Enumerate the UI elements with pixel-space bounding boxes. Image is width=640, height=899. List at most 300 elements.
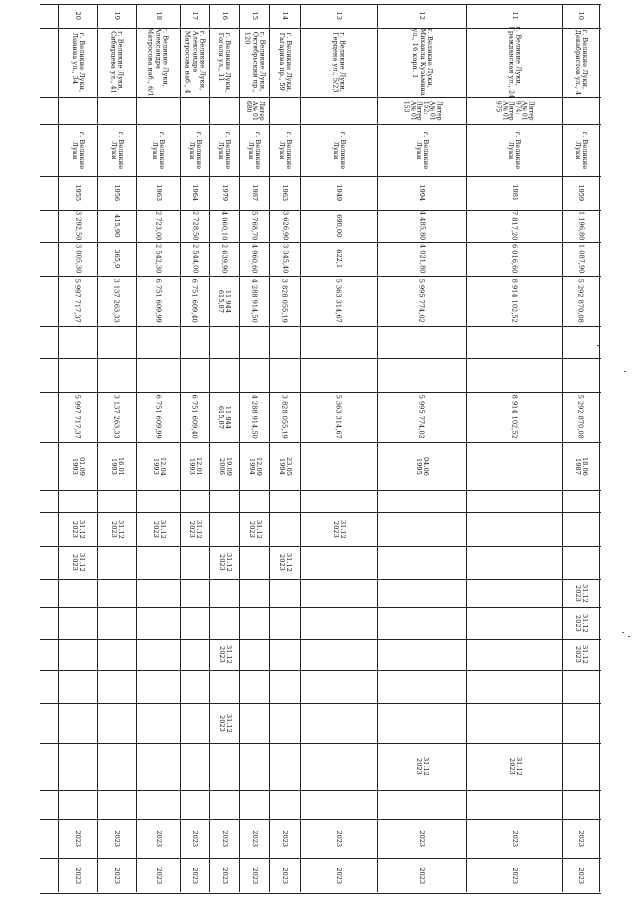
table-cell-date-c [209, 579, 239, 607]
table-cell-date-f [58, 670, 97, 703]
table-cell-date-start [377, 442, 466, 490]
table-cell-date-f [562, 670, 599, 703]
amount-text: 5 997 717,37 [74, 394, 83, 440]
area-living-text: 1 087,90 [577, 244, 586, 274]
table-cell-date-e [180, 639, 209, 670]
year-begin-text: 2023 [220, 830, 229, 847]
table-cell-date-e [300, 639, 377, 670]
table-cell-year-begin [300, 819, 377, 858]
table-cell-liter [239, 97, 269, 124]
locality-text: г. Великие Луки [70, 131, 86, 169]
table-cell-address [58, 28, 97, 97]
table-cell-date-d [562, 607, 599, 639]
table-cell-amount [269, 392, 300, 442]
table-cell-build-year [562, 176, 599, 210]
date-start-text: 04.06 1995 [414, 456, 430, 476]
area-living-text: 6 016,60 [510, 244, 519, 274]
table-cell-date-i [562, 790, 599, 819]
table-cell-locality [239, 124, 269, 176]
locality-text: г. Великие Луки [414, 131, 430, 169]
area-total-text: 1 196,80 [577, 211, 586, 241]
table-cell-year-begin [180, 819, 209, 858]
date-start-text: 01.09 1993 [70, 456, 86, 476]
build-year-text: 1987 [250, 184, 259, 202]
table-cell-date-c [180, 579, 209, 607]
table-cell-area-total [97, 210, 136, 242]
table-cell-build-year [269, 176, 300, 210]
table-cell-locality [58, 124, 97, 176]
table-cell-date-e [562, 639, 599, 670]
address-text: г. Великие Луки, Михаила Кузьмина ул., 16 корп. 1 [410, 28, 434, 97]
table-cell-area-living [239, 242, 269, 276]
table-rule-horizontal [40, 326, 601, 327]
table-cell-date-b [466, 546, 562, 579]
date-b-text: 31.12 2023 [216, 553, 233, 572]
table-cell-area-total [136, 210, 180, 242]
build-year-text: 1955 [74, 184, 83, 202]
table-cell-date-start [209, 442, 239, 490]
table-cell-build-year [466, 176, 562, 210]
date-b-text: 31.12 2023 [277, 553, 293, 572]
table-cell-row-number [209, 4, 239, 28]
table-cell-year-end [269, 858, 300, 893]
table-cell-cost [209, 276, 239, 326]
table-cell-cost [58, 276, 97, 326]
build-year-text: 1979 [220, 184, 229, 202]
table-cell-date-f [97, 670, 136, 703]
table-cell-date-c [97, 579, 136, 607]
table-cell-date-a [97, 512, 136, 546]
table-cell-area-total [466, 210, 562, 242]
table-cell-date-f [136, 670, 180, 703]
year-end-text: 2023 [250, 867, 259, 884]
table-cell-area-living [180, 242, 209, 276]
table-cell-date-f [300, 670, 377, 703]
table-cell-address [562, 28, 599, 97]
table-rule-horizontal [40, 358, 601, 359]
table-cell-amount [58, 392, 97, 442]
amount-text: 8 914 102,52 [510, 394, 519, 440]
date-start-text: 18.06 1987 [573, 456, 589, 476]
date-a-text: 31.12 2023 [109, 519, 125, 539]
table-cell-locality [180, 124, 209, 176]
table-cell-date-d [239, 607, 269, 639]
table-cell-row-number [377, 4, 466, 28]
locality-text: г. Великие Луки [187, 131, 203, 169]
address-text: г. Великие Луки, Сибирцева ул., 41 [109, 31, 125, 94]
year-begin-text: 2023 [335, 830, 344, 847]
table-cell-date-e [97, 639, 136, 670]
row-number-text: 10 [577, 11, 586, 21]
table-cell-amount [300, 392, 377, 442]
table-cell-date-start [239, 442, 269, 490]
table-cell-date-i [136, 790, 180, 819]
build-year-text: 1963 [281, 184, 290, 202]
table-cell-date-start [466, 442, 562, 490]
area-total-text: 2 728,50 [191, 211, 200, 241]
area-total-text: 5 768,70 [250, 211, 259, 241]
table-cell-date-d [136, 607, 180, 639]
table-cell-date-i [58, 790, 97, 819]
table-cell-locality [136, 124, 180, 176]
table-cell-date-b [562, 546, 599, 579]
table-cell-date-b [58, 546, 97, 579]
date-c-text: 31.12 2023 [573, 583, 589, 603]
table-cell-date-b [97, 546, 136, 579]
table-cell-liter [466, 97, 562, 124]
cost-text: 4 288 914,50 [250, 278, 259, 324]
table-cell-cost [562, 276, 599, 326]
build-year-text: 1964 [191, 184, 200, 202]
area-total-text: 2 723,00 [154, 211, 163, 241]
locality-text: г. Великие Луки [151, 131, 167, 169]
table-cell-year-end [239, 858, 269, 893]
table-cell-date-b [300, 546, 377, 579]
table-cell-date-h [136, 743, 180, 790]
date-a-text: 31.12 2023 [70, 519, 86, 539]
date-e-text: 31.12 2023 [573, 645, 589, 664]
table-cell-date-d [97, 607, 136, 639]
table-rule-vertical [599, 4, 600, 892]
table-cell-liter [300, 97, 377, 124]
table-cell-date-e [136, 639, 180, 670]
table-cell-date-f [269, 670, 300, 703]
area-living-text: 2 542,30 [154, 244, 163, 274]
table-cell-area-total [209, 210, 239, 242]
table-cell-row-number [562, 4, 599, 28]
table-cell-year-begin [97, 819, 136, 858]
table-cell-amount [136, 392, 180, 442]
table-cell-date-h [562, 743, 599, 790]
table-cell-date-g [209, 703, 239, 743]
table-cell-date-d [180, 607, 209, 639]
date-h-text: 31.12 2023 [506, 757, 523, 776]
date-h-text: 31.12 2023 [414, 757, 430, 776]
table-cell-year-end [562, 858, 599, 893]
area-living-text: 4 021,80 [418, 244, 427, 274]
row-number-text: 16 [220, 11, 229, 21]
table-cell-date-g [136, 703, 180, 743]
row-number-text: 17 [191, 11, 200, 21]
address-text: г. Великие Луки, Декабристов ул., 4 [573, 29, 589, 96]
table-cell-build-year [58, 176, 97, 210]
year-begin-text: 2023 [281, 830, 290, 847]
table-cell-date-b [239, 546, 269, 579]
locality-text: г. Великие Луки [507, 131, 523, 169]
table-cell-date-f [180, 670, 209, 703]
amount-text: 5 995 774,02 [418, 394, 427, 440]
cost-text: 5 997 717,37 [74, 278, 83, 324]
table-cell-area-living [269, 242, 300, 276]
table-cell-date-d [58, 607, 97, 639]
table-cell-date-c [269, 579, 300, 607]
area-total-text: 4 060,10 [220, 211, 229, 241]
table-cell-liter [58, 97, 97, 124]
table-cell-area-living [377, 242, 466, 276]
table-cell-date-c [377, 579, 466, 607]
cost-text: 5 292 870,08 [577, 278, 586, 324]
locality-text: г. Великие Луки [331, 131, 347, 169]
table-cell-date-d [466, 607, 562, 639]
table-cell-area-living [466, 242, 562, 276]
table-cell-amount [180, 392, 209, 442]
table-cell-cost [300, 276, 377, 326]
table-cell-year-begin [58, 819, 97, 858]
table-cell-cost [97, 276, 136, 326]
locality-text: г. Великие Луки [277, 131, 293, 169]
table-cell-area-living [300, 242, 377, 276]
table-cell-row-number [97, 4, 136, 28]
amount-text: 3 137 263,33 [113, 394, 122, 440]
table-cell-date-g [180, 703, 209, 743]
amount-text: 5 292 870,08 [577, 394, 586, 440]
table-cell-date-g [269, 703, 300, 743]
table-cell-area-total [239, 210, 269, 242]
row-number-text: 14 [281, 11, 290, 21]
table-cell-area-living [562, 242, 599, 276]
table-cell-date-e [209, 639, 239, 670]
table-cell-date-e [466, 639, 562, 670]
date-start-text: 23.05 1994 [277, 456, 293, 476]
table-cell-date-h [239, 743, 269, 790]
table-cell-amount [97, 392, 136, 442]
table-cell-date-e [239, 639, 269, 670]
table-cell-date-i [466, 790, 562, 819]
table-cell-row-number [239, 4, 269, 28]
table-cell-row-number [466, 4, 562, 28]
build-year-text: 1949 [335, 184, 344, 202]
table-cell-date-b [269, 546, 300, 579]
table-cell-cost [269, 276, 300, 326]
table-cell-row-number [136, 4, 180, 28]
table-cell-date-i [180, 790, 209, 819]
table-cell-area-total [180, 210, 209, 242]
table-cell-year-end [97, 858, 136, 893]
table-cell-year-end [180, 858, 209, 893]
table-cell-liter [269, 97, 300, 124]
table-cell-date-a [377, 512, 466, 546]
date-a-text: 31.12 2023 [187, 519, 203, 539]
build-year-text: 1956 [113, 184, 122, 202]
year-end-text: 2023 [220, 867, 229, 884]
table-cell-date-g [377, 703, 466, 743]
build-year-text: 1994 [418, 184, 427, 202]
address-text: г. Великие Луки, Александра Матросова наб., 6/1 [147, 27, 171, 98]
area-total-text: 3 292,50 [74, 211, 83, 241]
year-begin-text: 2023 [510, 830, 519, 847]
table-cell-year-begin [562, 819, 599, 858]
table-cell-build-year [180, 176, 209, 210]
table-cell-date-start [562, 442, 599, 490]
table-cell-date-c [239, 579, 269, 607]
date-start-text: 12.04 1993 [150, 456, 167, 476]
amount-text: 6 751 609,40 [191, 394, 200, 440]
table-cell-amount [209, 392, 239, 442]
cost-text: 11 944 615,87 [216, 289, 233, 313]
table-cell-address [300, 28, 377, 97]
table-cell-locality [97, 124, 136, 176]
table-cell-liter [562, 97, 599, 124]
table-cell-address [180, 28, 209, 97]
address-text: г. Великие Луки, Ленина ул., 34 [70, 32, 86, 93]
year-begin-text: 2023 [74, 830, 83, 847]
table-cell-year-end [377, 858, 466, 893]
table-cell-date-f [239, 670, 269, 703]
address-text: г. Великие Луки, Гагарина пр., 59 [277, 32, 293, 93]
cost-text: 5 363 314,67 [335, 278, 344, 324]
year-end-text: 2023 [577, 867, 586, 884]
table-cell-locality [209, 124, 239, 176]
table-cell-date-b [209, 546, 239, 579]
table-cell-locality [377, 124, 466, 176]
build-year-text: 1981 [510, 184, 519, 202]
table-cell-amount [466, 392, 562, 442]
table-cell-date-f [466, 670, 562, 703]
table-cell-date-g [239, 703, 269, 743]
table-cell-address [269, 28, 300, 97]
table-cell-year-end [300, 858, 377, 893]
table-cell-date-a [136, 512, 180, 546]
address-text: г. Великие Луки, Октябрьский пр., 120 [243, 32, 267, 93]
row-number-text: 20 [74, 11, 83, 21]
year-end-text: 2023 [335, 867, 344, 884]
date-start-text: 16.01 1993 [109, 456, 125, 476]
table-cell-date-b [180, 546, 209, 579]
row-number-text: 12 [418, 11, 427, 21]
table-cell-date-b [377, 546, 466, 579]
table-cell-area-total [377, 210, 466, 242]
table-rule-horizontal [40, 893, 601, 894]
address-text: г. Великие Луки, Александра Матросова наб., 4 [183, 31, 207, 94]
table-cell-date-start [180, 442, 209, 490]
table-cell-address [209, 28, 239, 97]
table-cell-date-h [58, 743, 97, 790]
table-cell-liter [209, 97, 239, 124]
area-living-text: 2 639,90 [220, 244, 229, 274]
table-cell-build-year [136, 176, 180, 210]
year-begin-text: 2023 [418, 830, 427, 847]
table-cell-date-h [209, 743, 239, 790]
table-cell-date-a [58, 512, 97, 546]
table-cell-date-a [300, 512, 377, 546]
table-cell-date-i [269, 790, 300, 819]
table-cell-date-h [97, 743, 136, 790]
date-a-text: 31.12 2023 [150, 519, 167, 539]
table-cell-date-d [269, 607, 300, 639]
year-end-text: 2023 [510, 867, 519, 884]
address-text: г. Великие Луки, Герцена ул., 5/23 [331, 32, 347, 93]
year-end-text: 2023 [191, 867, 200, 884]
table-cell-date-start [269, 442, 300, 490]
table-cell-date-a [269, 512, 300, 546]
area-total-text: 3 626,90 [281, 211, 290, 241]
table-cell-locality [562, 124, 599, 176]
table-cell-address [239, 28, 269, 97]
table-cell-liter [136, 97, 180, 124]
table-cell-build-year [97, 176, 136, 210]
table-cell-date-i [377, 790, 466, 819]
table-cell-date-start [300, 442, 377, 490]
year-begin-text: 2023 [191, 830, 200, 847]
table-cell-date-i [209, 790, 239, 819]
table-cell-date-c [136, 579, 180, 607]
table-cell-date-start [97, 442, 136, 490]
date-a-text: 31.12 2023 [246, 519, 263, 539]
locality-text: г. Великие Луки [109, 131, 125, 169]
table-cell-date-start [136, 442, 180, 490]
table-cell-address [377, 28, 466, 97]
year-end-text: 2023 [418, 867, 427, 884]
date-b-text: 31.12 2023 [70, 553, 86, 572]
table-cell-area-total [58, 210, 97, 242]
date-start-text: 19.09 2006 [216, 456, 233, 476]
locality-text: г. Великие Луки [573, 131, 589, 169]
year-end-text: 2023 [113, 867, 122, 884]
area-living-text: 622,1 [335, 249, 344, 269]
amount-text: 3 828 055,19 [281, 394, 290, 440]
year-begin-text: 2023 [577, 830, 586, 847]
row-number-text: 19 [113, 11, 122, 21]
area-total-text: 690,00 [335, 214, 344, 238]
date-e-text: 31.12 2023 [216, 645, 233, 664]
row-number-text: 11 [510, 11, 519, 21]
build-year-text: 1963 [154, 184, 163, 202]
table-cell-amount [562, 392, 599, 442]
table-cell-cost [136, 276, 180, 326]
table-cell-build-year [300, 176, 377, 210]
year-end-text: 2023 [281, 867, 290, 884]
table-cell-date-b [136, 546, 180, 579]
row-number-text: 18 [154, 11, 163, 21]
table-cell-date-g [466, 703, 562, 743]
address-text: г. Великие Луки, Гражданская ул., 24 [507, 26, 523, 99]
table-cell-date-g [562, 703, 599, 743]
amount-text: 11 944 615,87 [216, 405, 233, 429]
table-cell-date-h [180, 743, 209, 790]
row-number-text: 13 [335, 11, 344, 21]
row-number-text: 15 [250, 11, 259, 21]
table-cell-date-d [300, 607, 377, 639]
cost-text: 6 751 609,99 [154, 278, 163, 324]
table-cell-date-a [562, 512, 599, 546]
table-cell-build-year [209, 176, 239, 210]
table-cell-year-begin [209, 819, 239, 858]
date-g-text: 31.12 2023 [216, 713, 233, 733]
locality-text: г. Великие Луки [247, 131, 263, 169]
cost-text: 5 995 774,02 [418, 278, 427, 324]
table-cell-cost [180, 276, 209, 326]
table-cell-area-total [269, 210, 300, 242]
table-cell-build-year [239, 176, 269, 210]
table-cell-cost [466, 276, 562, 326]
area-living-text: 3 345,40 [281, 244, 290, 274]
table-cell-date-h [269, 743, 300, 790]
amount-text: 6 751 609,99 [154, 394, 163, 440]
table-cell-locality [269, 124, 300, 176]
table-cell-amount [239, 392, 269, 442]
table-cell-amount [377, 392, 466, 442]
date-d-text: 31.12 2023 [573, 613, 589, 633]
table-cell-date-e [269, 639, 300, 670]
table-cell-date-a [209, 512, 239, 546]
table-cell-date-d [209, 607, 239, 639]
build-year-text: 1959 [577, 184, 586, 202]
date-start-text: 12.01 1993 [187, 456, 203, 476]
table-cell-date-g [300, 703, 377, 743]
area-total-text: 7 817,20 [510, 211, 519, 241]
table-cell-row-number [300, 4, 377, 28]
area-living-text: 365,9 [113, 249, 122, 269]
